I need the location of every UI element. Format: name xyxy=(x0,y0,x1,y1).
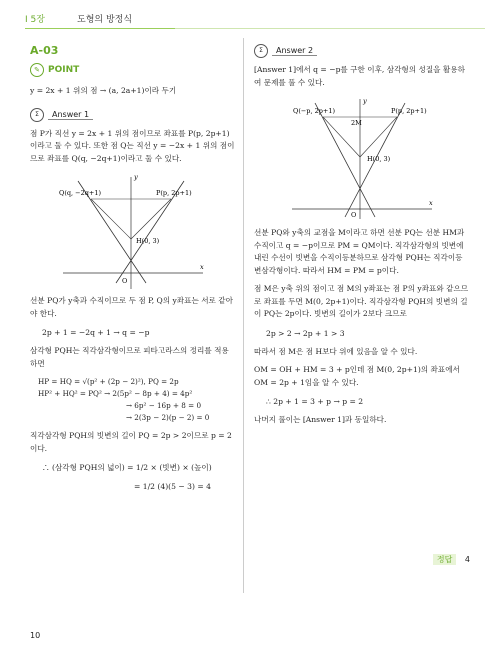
chapter-title: 도형의 방정식 xyxy=(77,15,133,25)
right-column xyxy=(254,40,469,433)
column-divider xyxy=(243,38,244,593)
fig1-label-x: x xyxy=(199,263,204,271)
fig2-label-m: 2M xyxy=(350,119,362,127)
area-line-2: = 1/2 (4)(5 − 3) = 4 xyxy=(134,482,211,491)
answer-value: 4 xyxy=(464,555,470,564)
lightbulb-icon: ✎ xyxy=(30,63,44,77)
fig1-label-p: P(p, 2p+1) xyxy=(155,189,192,197)
figure-answer1 xyxy=(58,171,208,291)
figure-answer2 xyxy=(287,95,437,223)
sigma-icon: Σ xyxy=(254,44,268,58)
equation-1: 2p + 1 = −2q + 1 → q = −p xyxy=(42,328,150,337)
answer2-para6: 나머지 풀이는 [Answer 1]과 동일하다. xyxy=(254,415,387,424)
equation-line: HP² + HQ² = PQ² → 2(5p² − 8p + 4) = 4p² xyxy=(38,389,193,398)
point-label: POINT xyxy=(48,65,80,75)
inequality: 2p > 2 → 2p + 1 > 3 xyxy=(266,328,345,338)
fig1-label-h: H(0, 3) xyxy=(135,237,159,245)
answer2-heading xyxy=(254,44,469,58)
answer2-para5: OM = OH + HM = 3 + p인데 점 M(0, 2p+1)의 좌표에서 OM = 2p + 1임을 알 수 있다. xyxy=(254,365,460,387)
header-rule-accent xyxy=(25,28,175,29)
header-rule xyxy=(175,28,485,29)
answer1-para4: 직각삼각형 PQH의 빗변의 길이 PQ = 2p > 2이므로 p = 2이다. xyxy=(30,431,232,453)
equation-line: HP = HQ = √(p² + (2p − 2)²), PQ = 2p xyxy=(38,377,179,386)
answer2-para1: [Answer 1]에서 q = −p를 구한 이후, 삼각형의 성질을 활용하여 문제를 풀 수 있다. xyxy=(254,65,465,87)
left-column xyxy=(30,40,235,499)
fig2-label-x: x xyxy=(428,199,433,207)
fig2-label-p: P(p, 2p+1) xyxy=(390,107,427,115)
area-line-1: ∴ (삼각형 PQH의 넓이) = 1/2 × (빗변) × (높이) xyxy=(42,463,212,472)
point-text: y = 2x + 1 위의 점 → (a, 2a+1)이라 두기 xyxy=(30,86,177,95)
equation-block xyxy=(38,376,235,424)
equation-line: → 2(3p − 2)(p − 2) = 0 xyxy=(126,413,210,422)
answer2-para4: 따라서 점 M은 점 H보다 위에 있음을 알 수 있다. xyxy=(254,346,418,356)
page-number: 10 xyxy=(30,631,41,640)
answer1-para2: 선분 PQ가 y축과 수직이므로 두 점 P, Q의 y좌표는 서로 같아야 한다. xyxy=(30,296,233,318)
fig2-label-q: Q(−p, 2p+1) xyxy=(292,107,335,115)
solution-equation: ∴ 2p + 1 = 3 + p → p = 2 xyxy=(266,397,364,406)
answer2-para3: 점 M은 y축 위의 점이고 점 M의 y좌표는 점 P의 y좌표와 같으므로 좌표를 두면 M(0, 2p+1)이다. 직각삼각형 PQH의 빗변의 길이 PQ는 2p이다. 빗변의 길이가 2보다 크므로 xyxy=(254,284,469,318)
answer1-para1: 점 P가 직선 y = 2x + 1 위의 점이므로 좌표를 P(p, 2p+1)이라고 둘 수 있다. 또한 점 Q는 직선 y = −2x + 1 위의 점이므로 좌표를 Q(q, −2q+1)이라고 둘 수 있다. xyxy=(30,128,235,163)
equation-line: → 6p² − 16p + 8 = 0 xyxy=(126,401,202,410)
fig1-label-y: y xyxy=(133,173,138,181)
point-heading xyxy=(30,63,235,77)
page-header xyxy=(25,10,485,30)
final-answer xyxy=(433,554,470,565)
fig2-label-h: H(0, 3) xyxy=(366,155,390,163)
sigma-icon: Σ xyxy=(30,108,44,122)
answer1-para3: 삼각형 PQH는 직각삼각형이므로 피타고라스의 정리를 적용하면 xyxy=(30,346,229,368)
answer2-label: Answer 2 xyxy=(272,46,317,56)
answer2-para2: 선분 PQ와 y축의 교점을 M이라고 하면 선분 PQ는 선분 HM과 수직이고 q = −p이므로 PM = QM이다. 직각삼각형의 빗변에 내린 수선이 빗변을 수직이등분하므로 삼각형 PQH는 직각이등변삼각형이다. 따라서 HM = PM = p이다. xyxy=(254,228,465,275)
answer1-label: Answer 1 xyxy=(48,110,93,120)
chapter-tag: I 5장 xyxy=(25,15,45,25)
answer1-heading xyxy=(30,108,235,122)
answer-badge: 정답 xyxy=(433,554,456,565)
fig2-label-o: O xyxy=(350,211,356,219)
problem-id: A-03 xyxy=(30,44,59,57)
fig1-label-q: Q(q, −2q+1) xyxy=(58,189,101,197)
fig1-label-o: O xyxy=(121,277,127,285)
fig2-label-y: y xyxy=(362,97,367,105)
